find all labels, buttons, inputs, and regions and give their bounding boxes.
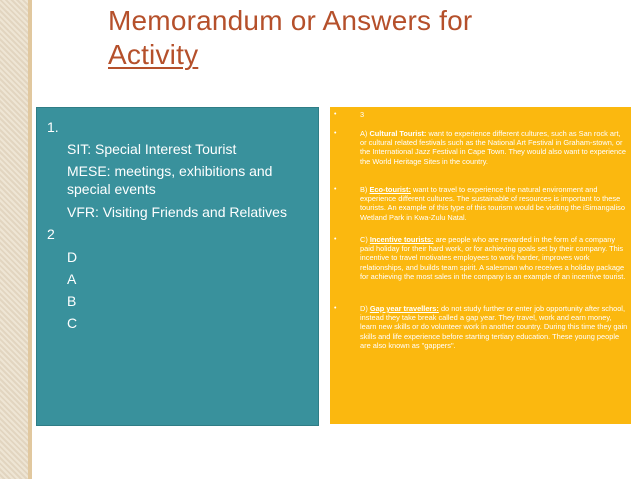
mese-definition-line-1: MESE: meetings, exhibitions and xyxy=(67,163,273,179)
sit-definition: SIT: Special Interest Tourist xyxy=(67,141,237,157)
item-prefix: C) xyxy=(360,235,370,244)
cultural-tourist-description: want to experience different cultures, such as San rock art, or cultural related festivals such as the National Art Festival in Graham-stown, or the International Jazz Festival in Cape Town. They would also want to experience the World Heritage Sites in the country. xyxy=(360,129,626,166)
slide-title-line-2: Activity xyxy=(108,39,199,70)
answer-item: B xyxy=(67,293,77,309)
incentive-tourist-description: are people who are rewarded in the form of a company paid holiday for their hard work, or for achieving goals set by their company. This incentive to travel motivates employees to work harder, improves work relationships, and builds team spirit. A salesman who receives a holiday package for achieving the most sales in the company is an example of an incentive tourist. xyxy=(360,235,626,281)
question-2-number: 2 xyxy=(47,226,55,242)
gap-year-traveller-term: Gap year travellers: xyxy=(369,304,439,313)
eco-tourist-description: want to travel to experience the natural environment and experience different cultures. The sustainable of resources is important to these tourists. An example of this type of this tourism would be visiting the iSimangaliso Wetland Park in Kwa-Zulu Natal. xyxy=(360,185,625,222)
answer-item: D xyxy=(67,249,78,265)
slide-title-line-1: Memorandum or Answers for xyxy=(108,5,473,36)
mese-definition-line-2: special events xyxy=(67,181,156,197)
incentive-tourist-term: Incentive tourists: xyxy=(369,235,434,244)
question-1-number: 1. xyxy=(47,119,59,135)
item-prefix: D) xyxy=(360,304,370,313)
item-prefix: B) xyxy=(360,185,370,194)
abbreviations-and-answers-panel xyxy=(36,107,319,426)
eco-tourist-term: Eco-tourist: xyxy=(369,185,411,194)
vfr-definition: VFR: Visiting Friends and Relatives xyxy=(67,204,287,220)
bullet-icon: • xyxy=(334,111,337,118)
question-3-number: 3 xyxy=(360,110,365,119)
slide-title xyxy=(108,4,608,72)
answer-item: A xyxy=(67,271,77,287)
gap-year-traveller-description: do not study further or enter job opportunity after school, instead they take break called a gap year. They travel, work and earn money, learn new skills or do volunteer work in another country. During this time they gain skills and life experience before starting tertiary education. These young people are also known as "gappers". xyxy=(360,304,628,350)
bullet-icon: • xyxy=(334,130,337,137)
decorative-side-line xyxy=(28,0,32,479)
item-prefix: A) xyxy=(360,129,370,138)
bullet-icon: • xyxy=(334,186,337,193)
answer-item: C xyxy=(67,315,78,331)
cultural-tourist-term: Cultural Tourist: xyxy=(369,129,427,138)
decorative-side-strip xyxy=(0,0,28,479)
bullet-icon: • xyxy=(334,305,337,312)
tourist-types-panel xyxy=(330,107,631,424)
bullet-icon: • xyxy=(334,236,337,243)
